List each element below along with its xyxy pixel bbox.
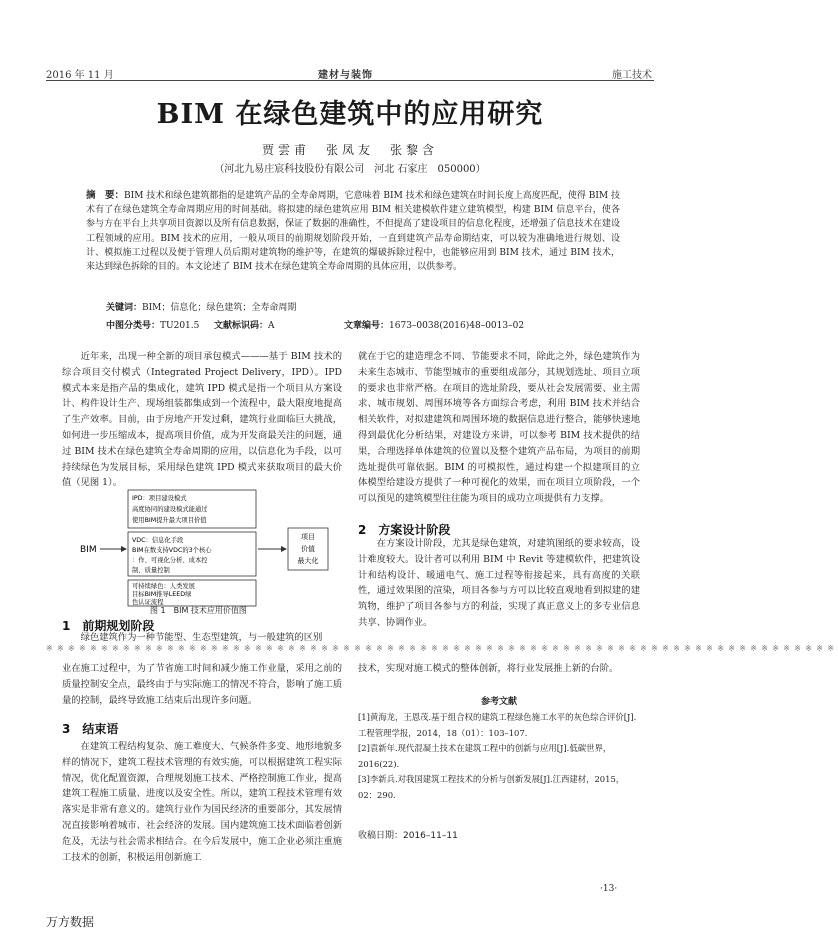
section3-heading: 3 结束语 xyxy=(62,722,119,736)
figure-box2-line: VDC：信息化手段 xyxy=(132,537,184,544)
figure-box3-line: 色认证流程 xyxy=(132,599,164,606)
lower-left-p1: 业在施工过程中，为了节省施工时间和减少施工作业量，采用之前的质量控制安全点，最终由于与实际施工的情况不符合，影响了施工质量的控制，最终导致施工结束后出现许多问题。 xyxy=(62,663,342,706)
header-rule xyxy=(46,80,654,81)
abstract-text: BIM 技术和绿色建筑都指的是建筑产品的全寿命周期，它意味着 BIM 技术和绿色建筑在时间长度上高度匹配，使得 BIM 技术有了在绿色建筑全寿命周期应用的时间基础。将拟建的绿色建筑应用 BIM 相关建模软件建立建筑模型，构建 BIM 信息平台，使各参与方在平台上共享项目资源以及所有信息数据，保证了数据的准确性，不但提高了建设项目的信息化程度，还增强了信息技术在建设工程领域的应用。BIM 技术的应用，一般从项目的前期规划阶段开始，一直到建筑产品寿命期结束，可以较为准确地进行规划、设计、模拟施工过程以及便于管理人员后期对建筑物的维护等，在建筑的爆破拆除过程中，也能够应用到 BIM 技术，通过 BIM 技术，来达到绿色拆除的目的。本文论述了 BIM 技术在绿色建筑全寿命周期的具体应用，以供参考。 xyxy=(86,191,620,273)
article-title: BIM 在绿色建筑中的应用研究 xyxy=(156,99,544,130)
figure-caption: 图 1 BIM 技术应用价值图 xyxy=(150,606,247,615)
clc: 中图分类号：TU201.5 xyxy=(106,321,200,331)
figure-output-line: 最大化 xyxy=(297,557,319,565)
figure-box3-line: 可持续绿色：人类发展 xyxy=(132,583,195,590)
keywords-label: 关键词： xyxy=(106,303,143,313)
figure-input-label: BIM xyxy=(80,545,97,555)
keywords xyxy=(106,300,296,313)
wanfang-watermark: 万方数据 xyxy=(46,915,95,929)
body-left-p2: 绿色建筑作为一种节能型、生态型建筑，与一般建筑的区别 xyxy=(80,632,323,643)
doc-code: 文献标识码：A xyxy=(214,321,275,331)
keywords-text: BIM；信息化；绿色建筑；全寿命周期 xyxy=(142,303,297,313)
references-list xyxy=(358,710,640,803)
figure-box1-line: IPD：项目建设模式 xyxy=(132,495,187,502)
reference-item: [2]袁新年.现代混凝土技术在建筑工程中的创新与应用[J].低碳世界，2016(22). xyxy=(358,743,612,769)
lower-left-p2: 在建筑工程结构复杂、施工难度大、气候条件多变、地形地貌多样的情况下，建筑工程技术管理的有效实施，可以根据建筑工程实际情况，优化配置资源，合理规划施工技术、严格控制施工作业，提高建筑工程施工质量、进度以及安全性。所以，建筑工程技术管理有效落实是非常有意义的。建筑行业作为国民经济的重要部分，其发展情况直接影响着城市、社会经济的发展。国内建筑施工技术面临着创新危及，无法与社会需求相结合。在今后发展中，施工企业必须注重施工技术的创新，积极运用创新施工 xyxy=(62,741,342,863)
lower-right-p1: 技术，实现对施工模式的整体创新，将行业发展推上新的台阶。 xyxy=(358,663,619,674)
abstract-label: 摘 要： xyxy=(86,190,125,201)
figure-box2-line: ：作、可视化分析、成本控 xyxy=(132,557,208,564)
body-left-p1: 近年来，出现一种全新的项目承包模式———基于 BIM 技术的综合项目交付模式（Integrated Project Delivery，IPD）。IPD 模式本来是指产品的集成化，建筑 IPD 模式是指一个项目从方案设计、构件设计生产、现场组装都集成到一个流程中，最大限度地提高了生产效率。目前，由于房地产开发过剩，建筑行业面临巨大挑战，如何进一步压缩成本，提高项目价值，成为开发商最关注的问题，通过 BIM 技术在绿色建筑全寿命周期的应用，以信息化为手段，以可持续绿色为发展目标，采用绿色建筑 IPD 模式来获取项目的最大价值（见图 1）。 xyxy=(62,351,342,489)
figure-output-line: 价值 xyxy=(301,545,315,553)
figure-output-line: 项目 xyxy=(301,533,315,541)
figure-box1-line: 使用BIM提升最大项目价值 xyxy=(132,517,207,524)
body-right-p1: 就在于它的建造理念不同、节能要求不同，除此之外，绿色建筑作为未来生态城市、节能型城市的重要组成部分，其规划选址、项目立项的要求也非常严格。在项目的选址阶段，要从社会发展需要、业主需求、城市规划、周围环境等各方面综合考虑，利用 BIM 技术并结合相关软件，对拟建建筑和周围环境的数据信息进行整合，能够快速地得到最优化分析结果，对建设方来讲，可以参考 BIM 技术提供的结果，合理选择单体建筑的位置以及整个建筑产品布局，为项目的前期选址提供可靠依据。BIM 的可模拟性，通过构建一个拟建项目的立体模型给建设方提供了一种可视化的效果，而在项目立项阶段，一个可以预见的建筑模型往往能为项目的成功立项提供有力支撑。 xyxy=(358,351,640,505)
header-date: 2016 年 11 月 xyxy=(46,70,114,81)
column-name: 施工技术 xyxy=(612,70,652,81)
article-authors: 贾雲甫 张凤友 张黎含 xyxy=(261,143,438,157)
figure-box1-line: 高度协同的建设模式能通过 xyxy=(132,506,208,513)
page-number: ·13· xyxy=(600,884,618,894)
received-date: 收稿日期：2016–11–11 xyxy=(358,831,458,841)
section1-heading: 1 前期规划阶段 xyxy=(62,619,155,633)
reference-item: [1]黄海龙，王恩茂.基于组合权的建筑工程绿色施工水平的灰色综合评价[J].工程管理学报，2014，18（01）：103–107. xyxy=(358,712,637,738)
article-affiliation: （河北九易庄宸科技股份有限公司 河北 石家庄 050000） xyxy=(214,164,486,175)
article-separator: ※※※※※※※※※※※※※※※※※※※※※※※※※※※※※※※※※※※※※※※※※※※※※※※※※※※※※※※※※※※※※※※※※※※※※※※※ xyxy=(46,644,838,653)
figure-bim-value xyxy=(80,484,360,614)
journal-name: 建材与装饰 xyxy=(318,70,373,81)
references-title: 参考文献 xyxy=(480,697,517,707)
figure-box2-line: 制、质量控制 xyxy=(132,567,170,574)
figure-box3-line: 目标BIM推导LEED绿 xyxy=(132,591,192,598)
figure-box2-line: BIM在数支持VDC的3个核心 xyxy=(132,547,212,554)
body-right-p2: 在方案设计阶段，尤其是绿色建筑，对建筑图纸的要求较高，设计难度较大。设计者可以利用 BIM 中 Revit 等建模软件，把建筑设计和结构设计、暖通电气、施工过程等衔接起来，具有高度的关联性，通过效果图的渲染，项目各参与方可以比较直观地看到拟建的建筑物，维护了项目各参与方的利益，实现了真正意义上的多专业信息共享、协调作业。 xyxy=(358,538,640,628)
article-number: 文章编号：1673–0038(2016)48–0013–02 xyxy=(344,321,525,331)
reference-item: [3]李新兵.对我国建筑工程技术的分析与创新发展[J].江西建材，2015，02：290. xyxy=(358,774,625,800)
abstract xyxy=(86,189,620,274)
section2-heading: 2 方案设计阶段 xyxy=(358,523,451,537)
